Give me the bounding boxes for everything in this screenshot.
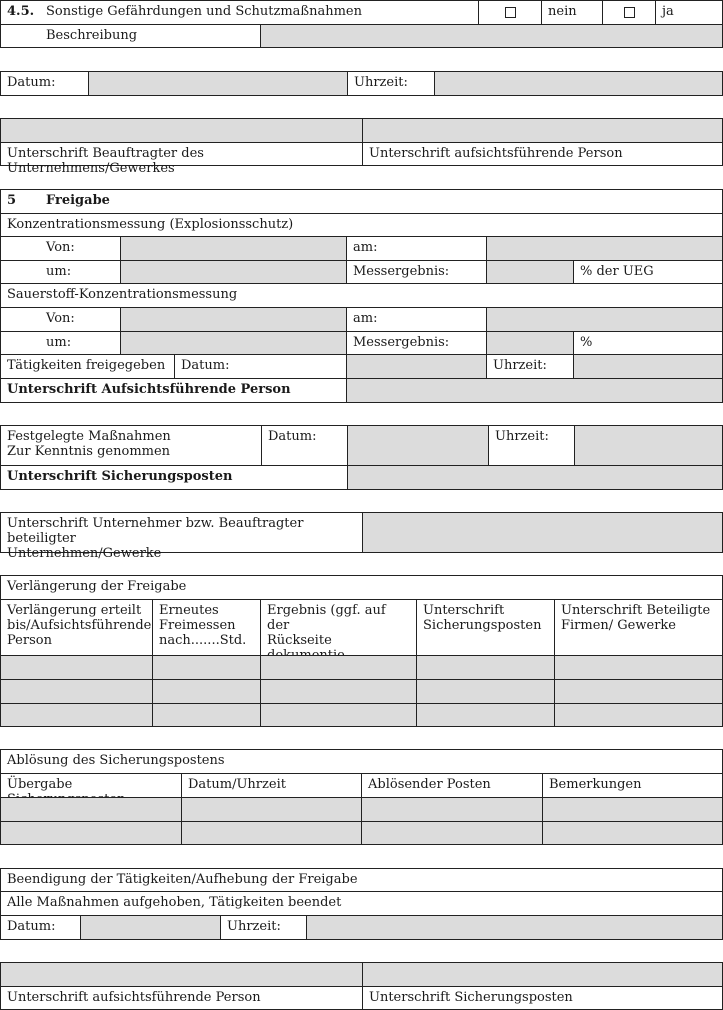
measures-label (0, 425, 262, 466)
s45-no-label: nein (541, 0, 603, 25)
oxy-from-field[interactable] (120, 307, 347, 332)
contractor-signature-field[interactable] (362, 512, 723, 553)
concentration-heading: Konzentrationsmessung (Explosionsschutz) (0, 213, 723, 237)
extension-cell[interactable] (554, 679, 723, 704)
oxy-unit-label: % (573, 331, 723, 355)
guard-signature-field[interactable] (347, 465, 723, 490)
signature-field-supervisor[interactable] (362, 118, 723, 143)
relief-cell[interactable] (542, 797, 723, 822)
contractor-line-2: Unternehmen/Gewerke (7, 546, 162, 561)
oxygen-heading: Sauerstoff-Konzentrationsmessung (0, 283, 723, 308)
relief-cell[interactable] (0, 797, 182, 822)
s45-no-checkbox[interactable] (478, 0, 542, 25)
conc-unit-label: % der UEG (573, 260, 723, 284)
final-signature-label-supervisor: Unterschrift aufsichtsführende Person (0, 986, 363, 1010)
s45-title-cell (0, 0, 479, 25)
measures-time-label: Uhrzeit: (488, 425, 575, 466)
conc-result-label: Messergebnis: (346, 260, 487, 284)
extension-cell[interactable] (0, 655, 153, 680)
end-date-field[interactable] (80, 915, 221, 940)
header-line: Freimessen (159, 618, 236, 633)
s5-header (0, 189, 723, 214)
guard-signature-label: Unterschrift Sicherungsposten (0, 465, 348, 490)
header-line: Ergebnis (ggf. auf der (267, 603, 386, 633)
s45-description-label: Beschreibung (0, 24, 261, 48)
s5-title: Freigabe (46, 193, 110, 208)
released-time-label: Uhrzeit: (486, 354, 574, 379)
extension-cell[interactable] (416, 679, 555, 704)
relief-header-4: Bemerkungen (542, 773, 723, 798)
end-title: Beendigung der Tätigkeiten/Aufhebung der Freigabe (0, 868, 723, 892)
measures-date-field[interactable] (347, 425, 489, 466)
s45-description-field[interactable] (260, 24, 723, 48)
extension-cell[interactable] (152, 679, 261, 704)
signature-field-company[interactable] (0, 118, 363, 143)
conc-on-field[interactable] (486, 236, 723, 261)
measures-time-field[interactable] (574, 425, 723, 466)
relief-cell[interactable] (181, 797, 362, 822)
extension-header-5 (554, 599, 723, 656)
header-line: Unterschrift Beteiligte (561, 603, 711, 618)
extension-cell[interactable] (554, 655, 723, 680)
extension-header-1 (0, 599, 153, 656)
released-label: Tätigkeiten freigegeben (0, 354, 175, 379)
s45-yes-checkbox[interactable] (602, 0, 656, 25)
header-line: Verlängerung erteilt (7, 603, 142, 618)
oxy-result-field[interactable] (486, 331, 574, 355)
contractor-line-1: Unterschrift Unternehmer bzw. Beauftragter beteiligter (7, 516, 304, 546)
header-line: Person (7, 633, 52, 648)
header-line: bis/Aufsichtsführende (7, 618, 152, 633)
relief-cell[interactable] (542, 821, 723, 845)
oxy-at-label: um: (0, 331, 121, 355)
extension-cell[interactable] (260, 655, 417, 680)
conc-from-field[interactable] (120, 236, 347, 261)
relief-title: Ablösung des Sicherungspostens (0, 749, 723, 774)
extension-cell[interactable] (0, 679, 153, 704)
checkbox-icon (505, 7, 516, 18)
header-line: nach.......Std. (159, 633, 247, 648)
time-label: Uhrzeit: (347, 71, 435, 96)
extension-cell[interactable] (416, 655, 555, 680)
supervisor-signature-field[interactable] (346, 378, 723, 403)
extension-cell[interactable] (260, 679, 417, 704)
measures-line-2: Zur Kenntnis genommen (7, 444, 171, 459)
signature-label-supervisor: Unterschrift aufsichtsführende Person (362, 142, 723, 166)
extension-cell[interactable] (416, 703, 555, 727)
s45-yes-label: ja (655, 0, 723, 25)
contractor-signature-label (0, 512, 363, 561)
oxy-on-field[interactable] (486, 307, 723, 332)
end-subtitle: Alle Maßnahmen aufgehoben, Tätigkeiten beendet (0, 891, 723, 916)
supervisor-signature-label: Unterschrift Aufsichtsführende Person (0, 378, 347, 403)
extension-header-4 (416, 599, 555, 656)
signature-label-company: Unterschrift Beauftragter des Unternehmens/Gewerkes (0, 142, 363, 166)
relief-header-1: Übergabe (0, 773, 182, 798)
date-field[interactable] (88, 71, 348, 96)
end-date-label: Datum: (0, 915, 81, 940)
header-line: Firmen/ Gewerke (561, 618, 676, 633)
extension-cell[interactable] (554, 703, 723, 727)
header-line: Sicherungsposten (423, 618, 542, 633)
relief-cell[interactable] (0, 821, 182, 845)
oxy-result-label: Messergebnis: (346, 331, 487, 355)
s5-number: 5 (7, 193, 17, 208)
s45-title: Sonstige Gefährdungen und Schutzmaßnahmen (46, 4, 362, 19)
extension-cell[interactable] (152, 703, 261, 727)
final-signature-field-supervisor[interactable] (0, 962, 363, 987)
checkbox-icon (624, 7, 635, 18)
oxy-at-field[interactable] (120, 331, 347, 355)
measures-date-label: Datum: (261, 425, 348, 466)
conc-at-field[interactable] (120, 260, 347, 284)
released-date-label: Datum: (174, 354, 347, 379)
final-signature-field-guard[interactable] (362, 962, 723, 987)
relief-cell[interactable] (181, 821, 362, 845)
header-line: Rückseite (267, 633, 332, 648)
released-date-field[interactable] (346, 354, 487, 379)
conc-on-label: am: (346, 236, 487, 261)
extension-header-3 (260, 599, 417, 656)
relief-header-3: Ablösender Posten (361, 773, 543, 798)
measures-line-1: Festgelegte Maßnahmen (7, 429, 171, 444)
end-time-label: Uhrzeit: (220, 915, 307, 940)
relief-header-2: Datum/Uhrzeit (181, 773, 362, 798)
s45-number: 4.5. (7, 4, 35, 19)
extension-cell[interactable] (152, 655, 261, 680)
extension-header-2 (152, 599, 261, 656)
conc-from-label: Von: (0, 236, 121, 261)
conc-at-label: um: (0, 260, 121, 284)
extension-cell[interactable] (260, 703, 417, 727)
time-field[interactable] (434, 71, 723, 96)
conc-result-field[interactable] (486, 260, 574, 284)
released-time-field[interactable] (573, 354, 723, 379)
extension-title: Verlängerung der Freigabe (0, 575, 723, 600)
end-time-field[interactable] (306, 915, 723, 940)
date-label: Datum: (0, 71, 89, 96)
relief-cell[interactable] (361, 797, 543, 822)
final-signature-label-guard: Unterschrift Sicherungsposten (362, 986, 723, 1010)
relief-cell[interactable] (361, 821, 543, 845)
oxy-on-label: am: (346, 307, 487, 332)
oxy-from-label: Von: (0, 307, 121, 332)
header-line: Unterschrift (423, 603, 505, 618)
extension-cell[interactable] (0, 703, 153, 727)
header-line: Erneutes (159, 603, 219, 618)
